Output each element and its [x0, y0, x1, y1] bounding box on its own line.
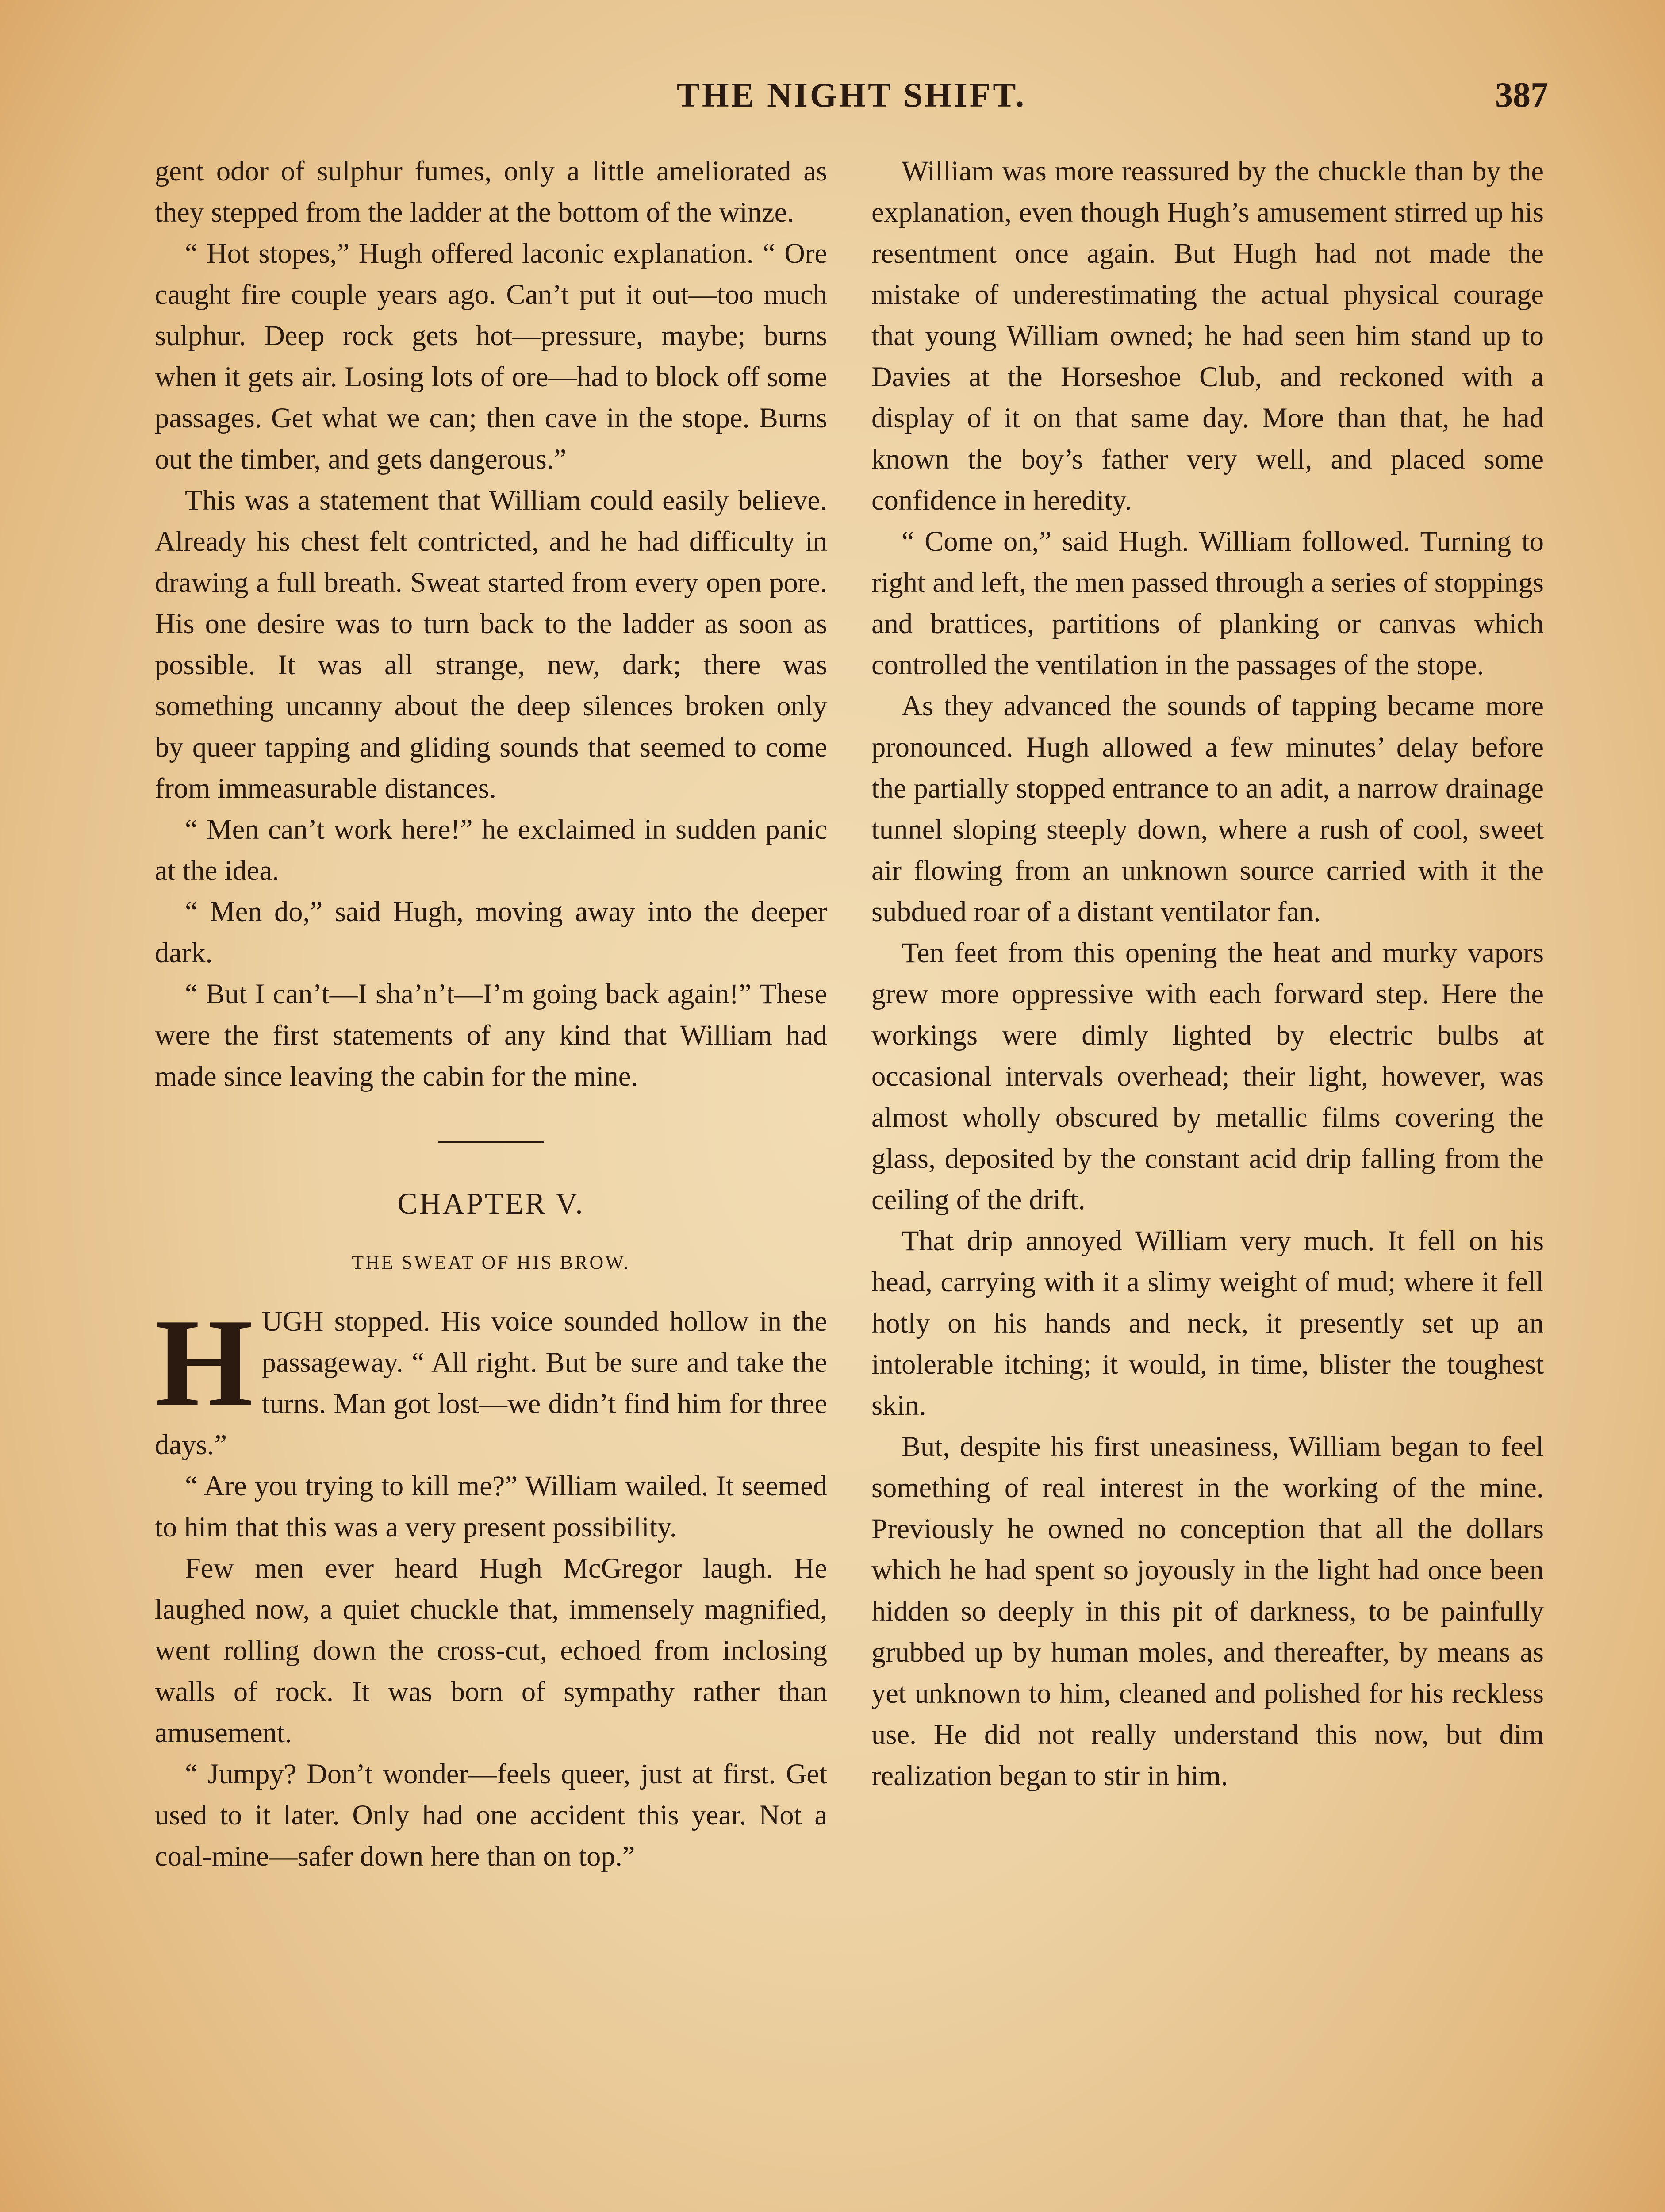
drop-cap: H	[155, 1293, 253, 1432]
chapter-opening-paragraph	[155, 1293, 827, 1465]
paragraph: William was more reassured by the chuckle than by the explanation, even though Hugh’s amusement stirred up his resentment once again. But Hugh had not made the mistake of underestimating the actual physical courage that young William owned; he had seen him stand up to Davies at the Horseshoe Club, and reckoned with a display of it on that same day. More than that, he had known the boy’s father very well, and placed some confidence in heredity.	[871, 155, 1544, 516]
paragraph: “ Men can’t work here!” he exclaimed in sudden panic at the idea.	[155, 814, 827, 886]
chapter-subtitle: THE SWEAT OF HIS BROW.	[352, 1252, 630, 1273]
paragraph: But, despite his first uneasiness, William began to feel something of real interest in the working of the mine. Previously he owned no conception that all the dollars which he had spent so joyously in the light had once been hidden so deeply in this pit of darkness, to be painfully grubbed up by human moles, and thereafter, by means as yet unknown to him, cleaned and polished for his reckless use. He did not really understand this now, but dim realization began to stir in him.	[871, 1431, 1544, 1791]
paragraph: “ But I can’t—I sha’n’t—I’m going back again!” These were the first statements of any kind that William had made since leaving the cabin for the mine.	[155, 978, 827, 1092]
paragraph: Few men ever heard Hugh McGregor laugh. He laughed now, a quiet chuckle that, immensely magnified, went rolling down the cross-cut, echoed from inclosing walls of rock. It was born of sympathy rather than amusement.	[155, 1552, 827, 1748]
paragraph: “ Jumpy? Don’t wonder—feels queer, just at first. Get used to it later. Only had one accident this year. Not a coal-mine—safer down here than on top.”	[155, 1758, 827, 1872]
chapter-title: CHAPTER V.	[397, 1187, 585, 1220]
section-divider	[438, 1141, 544, 1143]
paragraph: “ Men do,” said Hugh, moving away into the deeper dark.	[155, 896, 827, 968]
paragraph: gent odor of sulphur fumes, only a little ameliorated as they stepped from the ladder at the bottom of the winze.	[155, 155, 827, 228]
paragraph: Ten feet from this opening the heat and murky vapors grew more oppressive with each forward step. Here the workings were dimly lighted by electric bulbs at occasional intervals overhead; their light, however, was almost wholly obscured by metallic films covering the glass, deposited by the constant acid drip falling from the ceiling of the drift.	[871, 937, 1544, 1215]
page-number: 387	[1495, 76, 1548, 115]
paragraph: “ Hot stopes,” Hugh offered laconic explanation. “ Ore caught fire couple years ago. Can’t put it out—too much sulphur. Deep rock gets hot—pressure, maybe; burns when it gets air. Losing lots of ore—had to block off some passages. Get what we can; then cave in the stope. Burns out the timber, and gets dangerous.”	[155, 238, 827, 475]
right-column	[871, 150, 1544, 1796]
paragraph: That drip annoyed William very much. It fell on his head, carrying with it a slimy weight of mud; where it fell hotly on his hands and neck, it presently set up an intolerable itching; it would, in time, blister the toughest skin.	[871, 1225, 1544, 1421]
paragraph: This was a statement that William could easily believe. Already his chest felt contricted, and he had difficulty in drawing a full breath. Sweat started from every open pore. His one desire was to turn back to the ladder as soon as possible. It was all strange, new, dark; there was something uncanny about the deep silences broken only by queer tapping and gliding sounds that seemed to come from immeasurable distances.	[155, 484, 827, 804]
paragraph: “ Come on,” said Hugh. William followed. Turning to right and left, the men passed through a series of stoppings and brattices, partitions of planking or canvas which controlled the ventilation in the passages of the stope.	[871, 526, 1544, 680]
left-column	[155, 150, 827, 1877]
paragraph: “ Are you trying to kill me?” William wailed. It seemed to him that this was a very present possibility.	[155, 1470, 827, 1543]
running-head: THE NIGHT SHIFT.	[676, 76, 1027, 114]
page-header	[155, 66, 1548, 119]
paragraph-text: UGH stopped. His voice sounded hollow in the passageway. “ All right. But be sure and take the turns. Man got lost—we didn’t find him for three days.”	[155, 1306, 827, 1460]
paragraph: As they advanced the sounds of tapping became more pronounced. Hugh allowed a few minutes’ delay before the partially stopped entrance to an adit, a narrow drainage tunnel sloping steeply down, where a rush of cool, sweet air flowing from an unknown source carried with it the subdued roar of a distant ventilator fan.	[871, 690, 1544, 927]
